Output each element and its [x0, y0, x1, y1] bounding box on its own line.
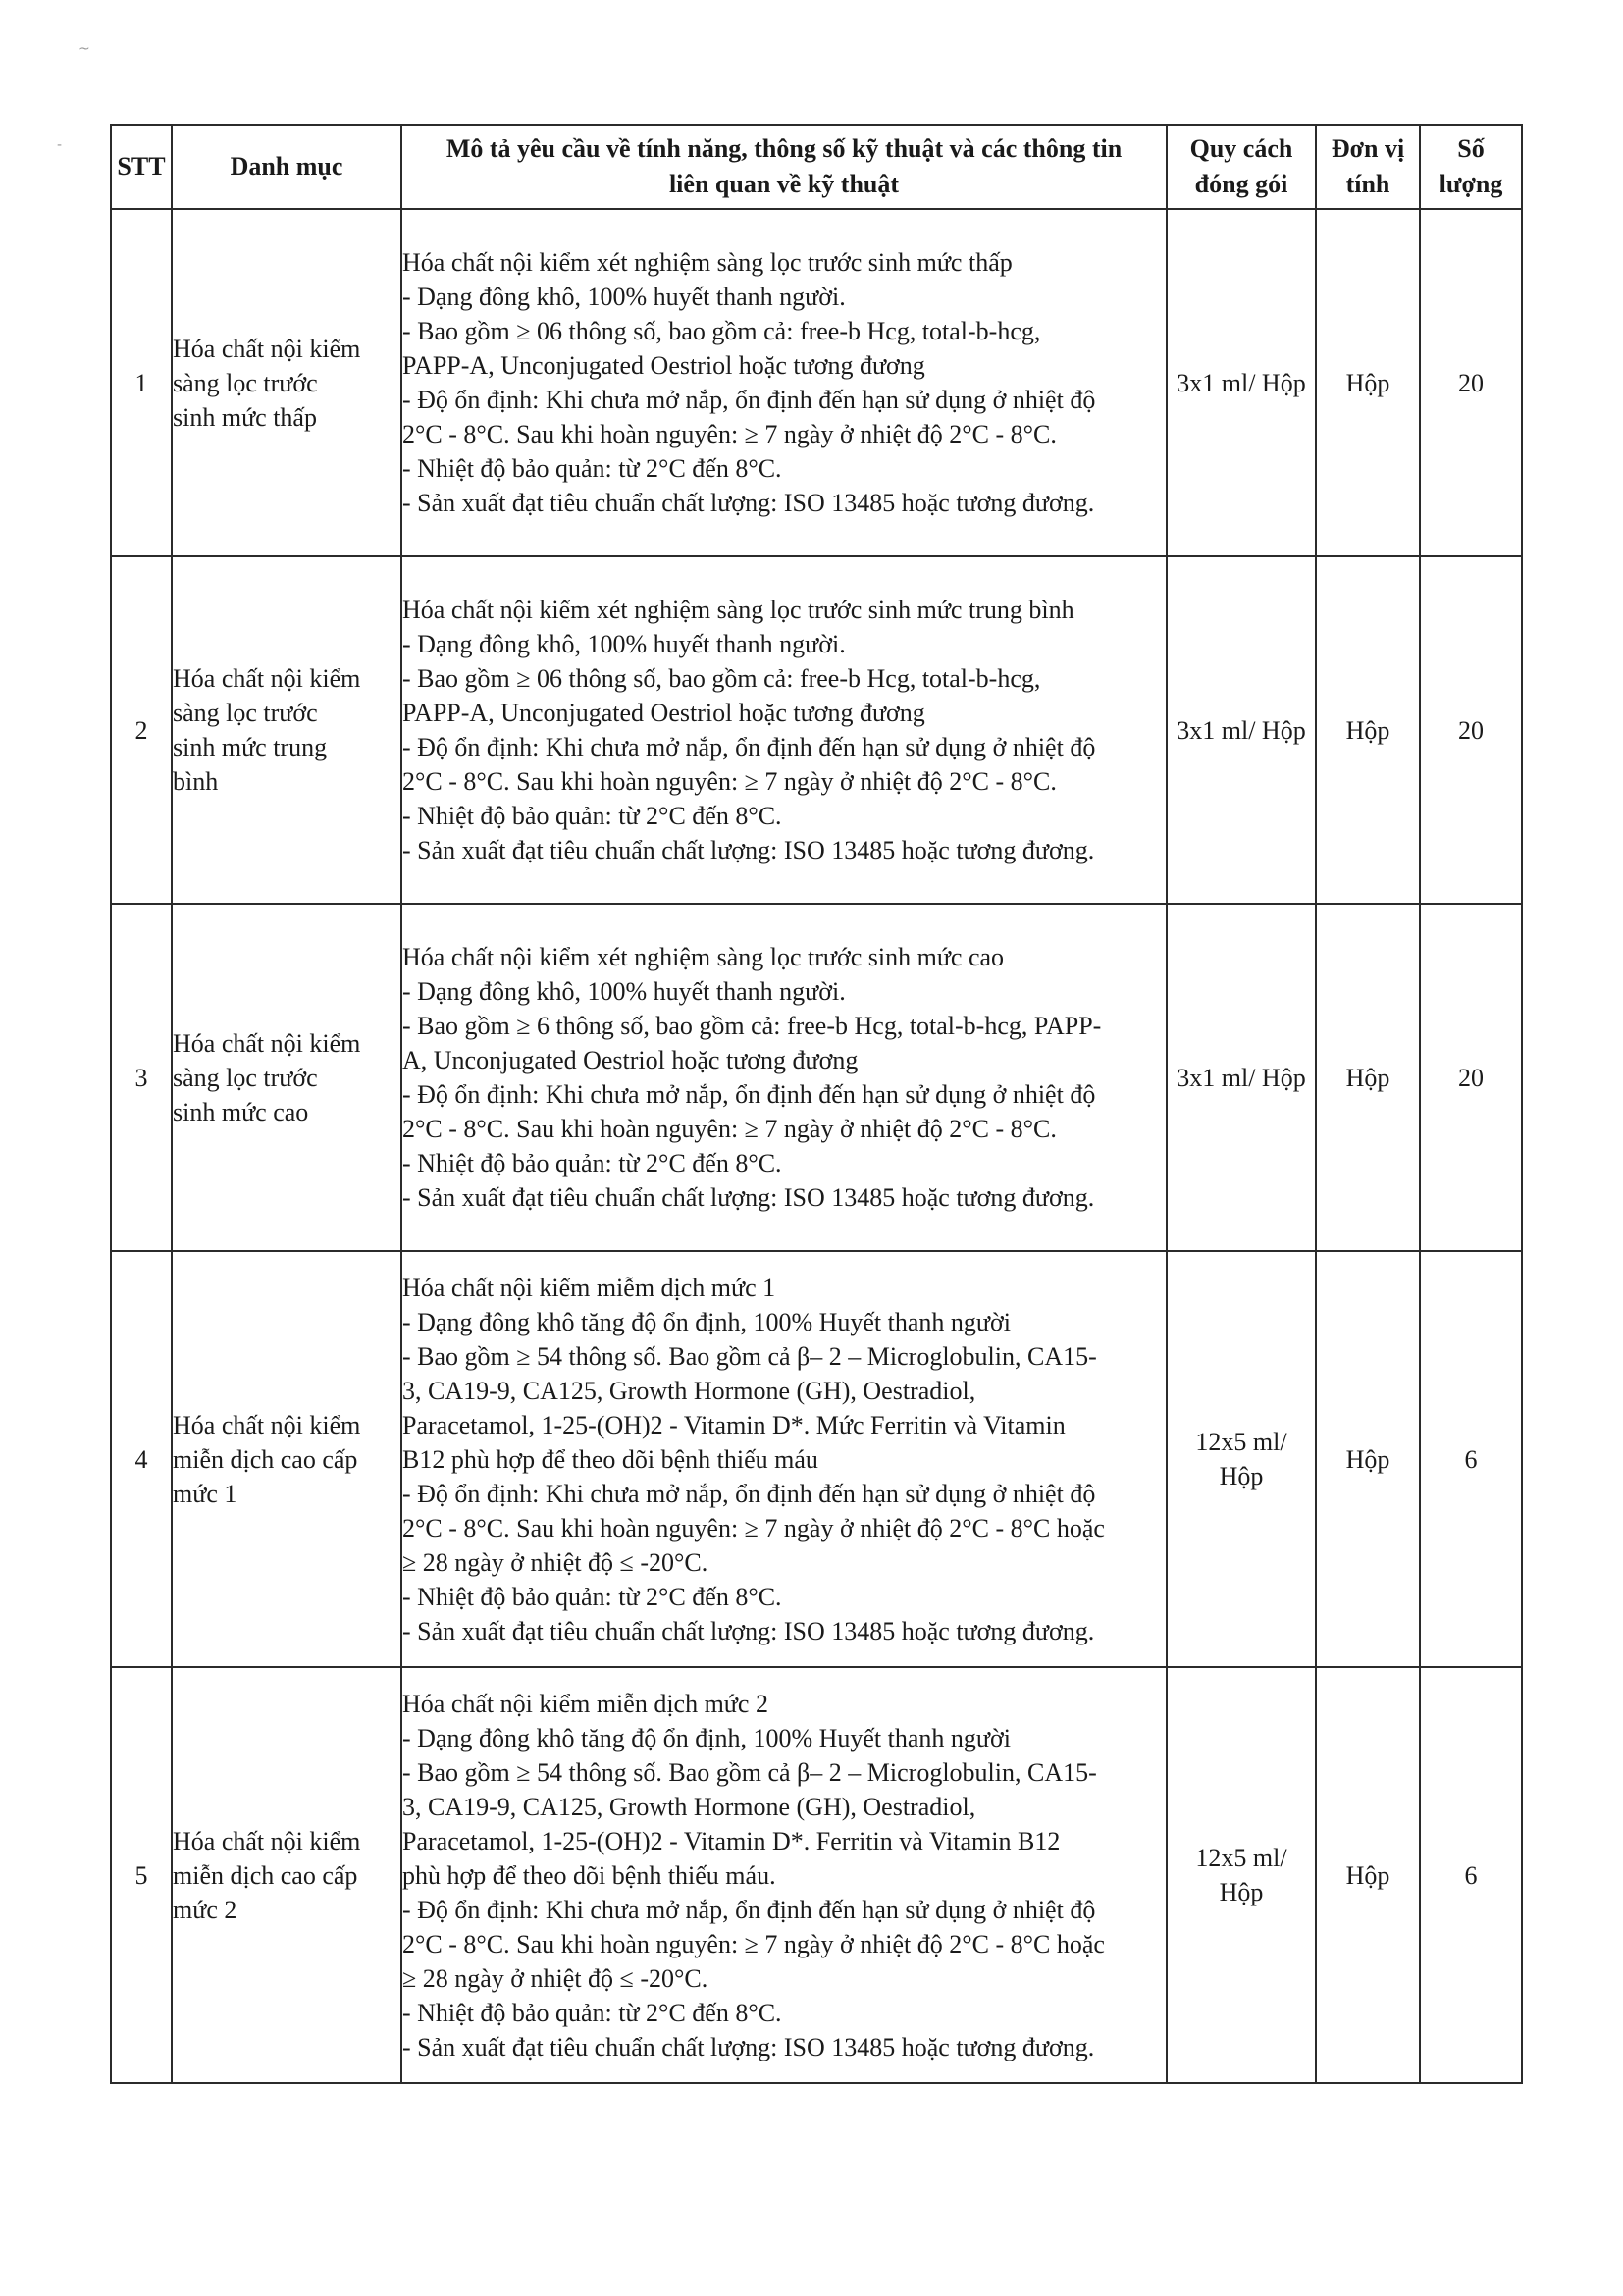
description-line: - Sản xuất đạt tiêu chuẩn chất lượng: ISO 13485 hoặc tương đương. — [402, 1183, 1095, 1212]
scan-speck: ~ — [79, 41, 90, 57]
category-name-line: sàng lọc trước — [173, 1063, 318, 1092]
row-quantity: 6 — [1420, 1667, 1522, 2083]
category-name-line: mức 1 — [173, 1479, 237, 1508]
description-line: ≥ 28 ngày ở nhiệt độ ≤ -20°C. — [402, 1547, 708, 1577]
row-stt: 2 — [111, 556, 172, 904]
description-line: - Bao gồm ≥ 54 thông số. Bao gồm cả β– 2 – Microglobulin, CA15- — [402, 1341, 1097, 1371]
row-category-name — [172, 556, 401, 904]
row-unit: Hộp — [1316, 904, 1420, 1251]
category-name-line: sinh mức trung — [173, 733, 328, 761]
row-packaging — [1167, 1667, 1316, 2083]
description-line: Hóa chất nội kiểm miễn dịch mức 2 — [402, 1689, 768, 1718]
category-name-line: miễn dịch cao cấp — [173, 1444, 358, 1474]
description-line: Hóa chất nội kiểm xét nghiệm sàng lọc trước sinh mức trung bình — [402, 596, 1074, 624]
description-line: Paracetamol, 1-25-(OH)2 - Vitamin D*. Ferritin và Vitamin B12 — [402, 1826, 1061, 1855]
row-stt: 3 — [111, 904, 172, 1251]
packaging-line: 12x5 ml/ — [1195, 1428, 1287, 1456]
row-description — [401, 556, 1167, 904]
description-line: - Độ ổn định: Khi chưa mở nắp, ổn định đến hạn sử dụng ở nhiệt độ — [402, 1895, 1096, 1924]
description-line: - Độ ổn định: Khi chưa mở nắp, ổn định đến hạn sử dụng ở nhiệt độ — [402, 733, 1096, 761]
description-line: - Dạng đông khô, 100% huyết thanh người. — [402, 630, 846, 658]
description-line: - Sản xuất đạt tiêu chuẩn chất lượng: ISO 13485 hoặc tương đương. — [402, 2032, 1095, 2061]
description-line: PAPP-A, Unconjugated Oestriol hoặc tương đương — [402, 699, 925, 727]
row-unit: Hộp — [1316, 1667, 1420, 2083]
category-name-line: sàng lọc trước — [173, 368, 318, 397]
header-description-line: liên quan về kỹ thuật — [668, 170, 900, 198]
table-row — [111, 1667, 1522, 2083]
category-name-line: miễn dịch cao cấp — [173, 1860, 358, 1890]
category-name-line: Hóa chất nội kiểm — [173, 334, 361, 363]
header-packaging-line: Quy cách — [1189, 134, 1293, 163]
header-packaging-line: đóng gói — [1194, 170, 1288, 198]
header-category: Danh mục — [172, 125, 401, 209]
row-packaging — [1167, 556, 1316, 904]
row-stt: 1 — [111, 209, 172, 556]
row-category-name — [172, 904, 401, 1251]
specification-table — [110, 124, 1523, 2084]
header-unit — [1316, 125, 1420, 209]
table-row — [111, 209, 1522, 556]
table-row — [111, 1251, 1522, 1667]
category-name-line: mức 2 — [173, 1895, 237, 1924]
header-packaging — [1167, 125, 1316, 209]
description-line: 3, CA19-9, CA125, Growth Hormone (GH), Oestradiol, — [402, 1792, 976, 1821]
row-category-name — [172, 209, 401, 556]
row-description — [401, 1251, 1167, 1667]
description-line: - Nhiệt độ bảo quản: từ 2°C đến 8°C. — [402, 1149, 782, 1177]
table-body — [111, 209, 1522, 2083]
description-line: 2°C - 8°C. Sau khi hoàn nguyên: ≥ 7 ngày ở nhiệt độ 2°C - 8°C hoặc — [402, 1929, 1105, 1958]
row-description — [401, 209, 1167, 556]
description-line: - Nhiệt độ bảo quản: từ 2°C đến 8°C. — [402, 1582, 782, 1611]
row-packaging — [1167, 1251, 1316, 1667]
row-packaging — [1167, 904, 1316, 1251]
row-quantity: 20 — [1420, 904, 1522, 1251]
description-line: - Bao gồm ≥ 54 thông số. Bao gồm cả β– 2 – Microglobulin, CA15- — [402, 1757, 1097, 1787]
description-line: - Dạng đông khô, 100% huyết thanh người. — [402, 977, 846, 1006]
packaging-line: 12x5 ml/ — [1195, 1844, 1287, 1872]
header-quantity-line: lượng — [1439, 170, 1503, 198]
row-category-name — [172, 1667, 401, 2083]
header-unit-line: tính — [1345, 170, 1390, 198]
description-line: ≥ 28 ngày ở nhiệt độ ≤ -20°C. — [402, 1963, 708, 1993]
row-unit: Hộp — [1316, 209, 1420, 556]
row-quantity: 6 — [1420, 1251, 1522, 1667]
packaging-line: 3x1 ml/ Hộp — [1177, 715, 1306, 745]
header-stt: STT — [111, 125, 172, 209]
spec-table-container — [110, 124, 1521, 2084]
description-line: 2°C - 8°C. Sau khi hoàn nguyên: ≥ 7 ngày ở nhiệt độ 2°C - 8°C. — [402, 1115, 1057, 1143]
description-line: - Bao gồm ≥ 6 thông số, bao gồm cả: free-b Hcg, total-b-hcg, PAPP- — [402, 1012, 1102, 1040]
header-quantity — [1420, 125, 1522, 209]
description-line: - Sản xuất đạt tiêu chuẩn chất lượng: ISO 13485 hoặc tương đương. — [402, 1616, 1095, 1645]
table-row — [111, 556, 1522, 904]
description-line: Hóa chất nội kiểm miễm dịch mức 1 — [402, 1273, 776, 1302]
row-unit: Hộp — [1316, 556, 1420, 904]
description-line: - Nhiệt độ bảo quản: từ 2°C đến 8°C. — [402, 454, 782, 483]
packaging-line: Hộp — [1219, 1878, 1264, 1906]
description-line: 2°C - 8°C. Sau khi hoàn nguyên: ≥ 7 ngày ở nhiệt độ 2°C - 8°C. — [402, 767, 1057, 796]
row-quantity: 20 — [1420, 556, 1522, 904]
category-name-line: Hóa chất nội kiểm — [173, 1826, 361, 1855]
row-stt: 5 — [111, 1667, 172, 2083]
description-line: 3, CA19-9, CA125, Growth Hormone (GH), Oestradiol, — [402, 1376, 976, 1405]
description-line: Hóa chất nội kiểm xét nghiệm sàng lọc trước sinh mức cao — [402, 943, 1005, 971]
category-name-line: sàng lọc trước — [173, 699, 318, 727]
header-quantity-line: Số — [1457, 134, 1485, 163]
description-line: - Dạng đông khô tăng độ ổn định, 100% Huyết thanh người — [402, 1723, 1011, 1752]
description-line: - Độ ổn định: Khi chưa mở nắp, ổn định đến hạn sử dụng ở nhiệt độ — [402, 1080, 1096, 1109]
scan-speck: - — [57, 137, 63, 153]
category-name-line: Hóa chất nội kiểm — [173, 1410, 361, 1439]
packaging-line: 3x1 ml/ Hộp — [1177, 368, 1306, 397]
description-line: Hóa chất nội kiểm xét nghiệm sàng lọc trước sinh mức thấp — [402, 248, 1013, 277]
description-line: - Nhiệt độ bảo quản: từ 2°C đến 8°C. — [402, 802, 782, 830]
table-header-row — [111, 125, 1522, 209]
category-name-line: Hóa chất nội kiểm — [173, 1028, 361, 1058]
row-stt: 4 — [111, 1251, 172, 1667]
row-description — [401, 1667, 1167, 2083]
description-line: - Bao gồm ≥ 06 thông số, bao gồm cả: free-b Hcg, total-b-hcg, — [402, 317, 1041, 345]
description-line: Paracetamol, 1-25-(OH)2 - Vitamin D*. Mức Ferritin và Vitamin — [402, 1410, 1066, 1439]
row-category-name — [172, 1251, 401, 1667]
category-name-line: sinh mức thấp — [173, 402, 317, 432]
description-line: 2°C - 8°C. Sau khi hoàn nguyên: ≥ 7 ngày ở nhiệt độ 2°C - 8°C. — [402, 420, 1057, 448]
description-line: - Dạng đông khô, 100% huyết thanh người. — [402, 283, 846, 311]
description-line: - Dạng đông khô tăng độ ổn định, 100% Huyết thanh người — [402, 1307, 1011, 1336]
description-line: - Nhiệt độ bảo quản: từ 2°C đến 8°C. — [402, 1998, 782, 2027]
table-row — [111, 904, 1522, 1251]
row-description — [401, 904, 1167, 1251]
description-line: PAPP-A, Unconjugated Oestriol hoặc tương đương — [402, 351, 925, 380]
packaging-line: Hộp — [1219, 1462, 1264, 1490]
description-line: - Sản xuất đạt tiêu chuẩn chất lượng: ISO 13485 hoặc tương đương. — [402, 489, 1095, 517]
description-line: - Sản xuất đạt tiêu chuẩn chất lượng: ISO 13485 hoặc tương đương. — [402, 836, 1095, 864]
header-description — [401, 125, 1167, 209]
description-line: 2°C - 8°C. Sau khi hoàn nguyên: ≥ 7 ngày ở nhiệt độ 2°C - 8°C hoặc — [402, 1513, 1105, 1542]
row-quantity: 20 — [1420, 209, 1522, 556]
description-line: B12 phù hợp để theo dõi bệnh thiếu máu — [402, 1444, 818, 1474]
category-name-line: bình — [173, 767, 219, 796]
description-line: A, Unconjugated Oestriol hoặc tương đương — [402, 1046, 859, 1074]
packaging-line: 3x1 ml/ Hộp — [1177, 1063, 1306, 1092]
header-description-line: Mô tả yêu cầu về tính năng, thông số kỹ thuật và các thông tin — [445, 134, 1123, 163]
description-line: - Bao gồm ≥ 06 thông số, bao gồm cả: free-b Hcg, total-b-hcg, — [402, 664, 1041, 693]
description-line: - Độ ổn định: Khi chưa mở nắp, ổn định đến hạn sử dụng ở nhiệt độ — [402, 386, 1096, 414]
description-line: phù hợp để theo dõi bệnh thiếu máu. — [402, 1860, 776, 1890]
row-packaging — [1167, 209, 1316, 556]
category-name-line: Hóa chất nội kiểm — [173, 664, 361, 693]
description-line: - Độ ổn định: Khi chưa mở nắp, ổn định đến hạn sử dụng ở nhiệt độ — [402, 1479, 1096, 1508]
row-unit: Hộp — [1316, 1251, 1420, 1667]
header-unit-line: Đơn vị — [1331, 134, 1405, 163]
category-name-line: sinh mức cao — [173, 1097, 309, 1126]
